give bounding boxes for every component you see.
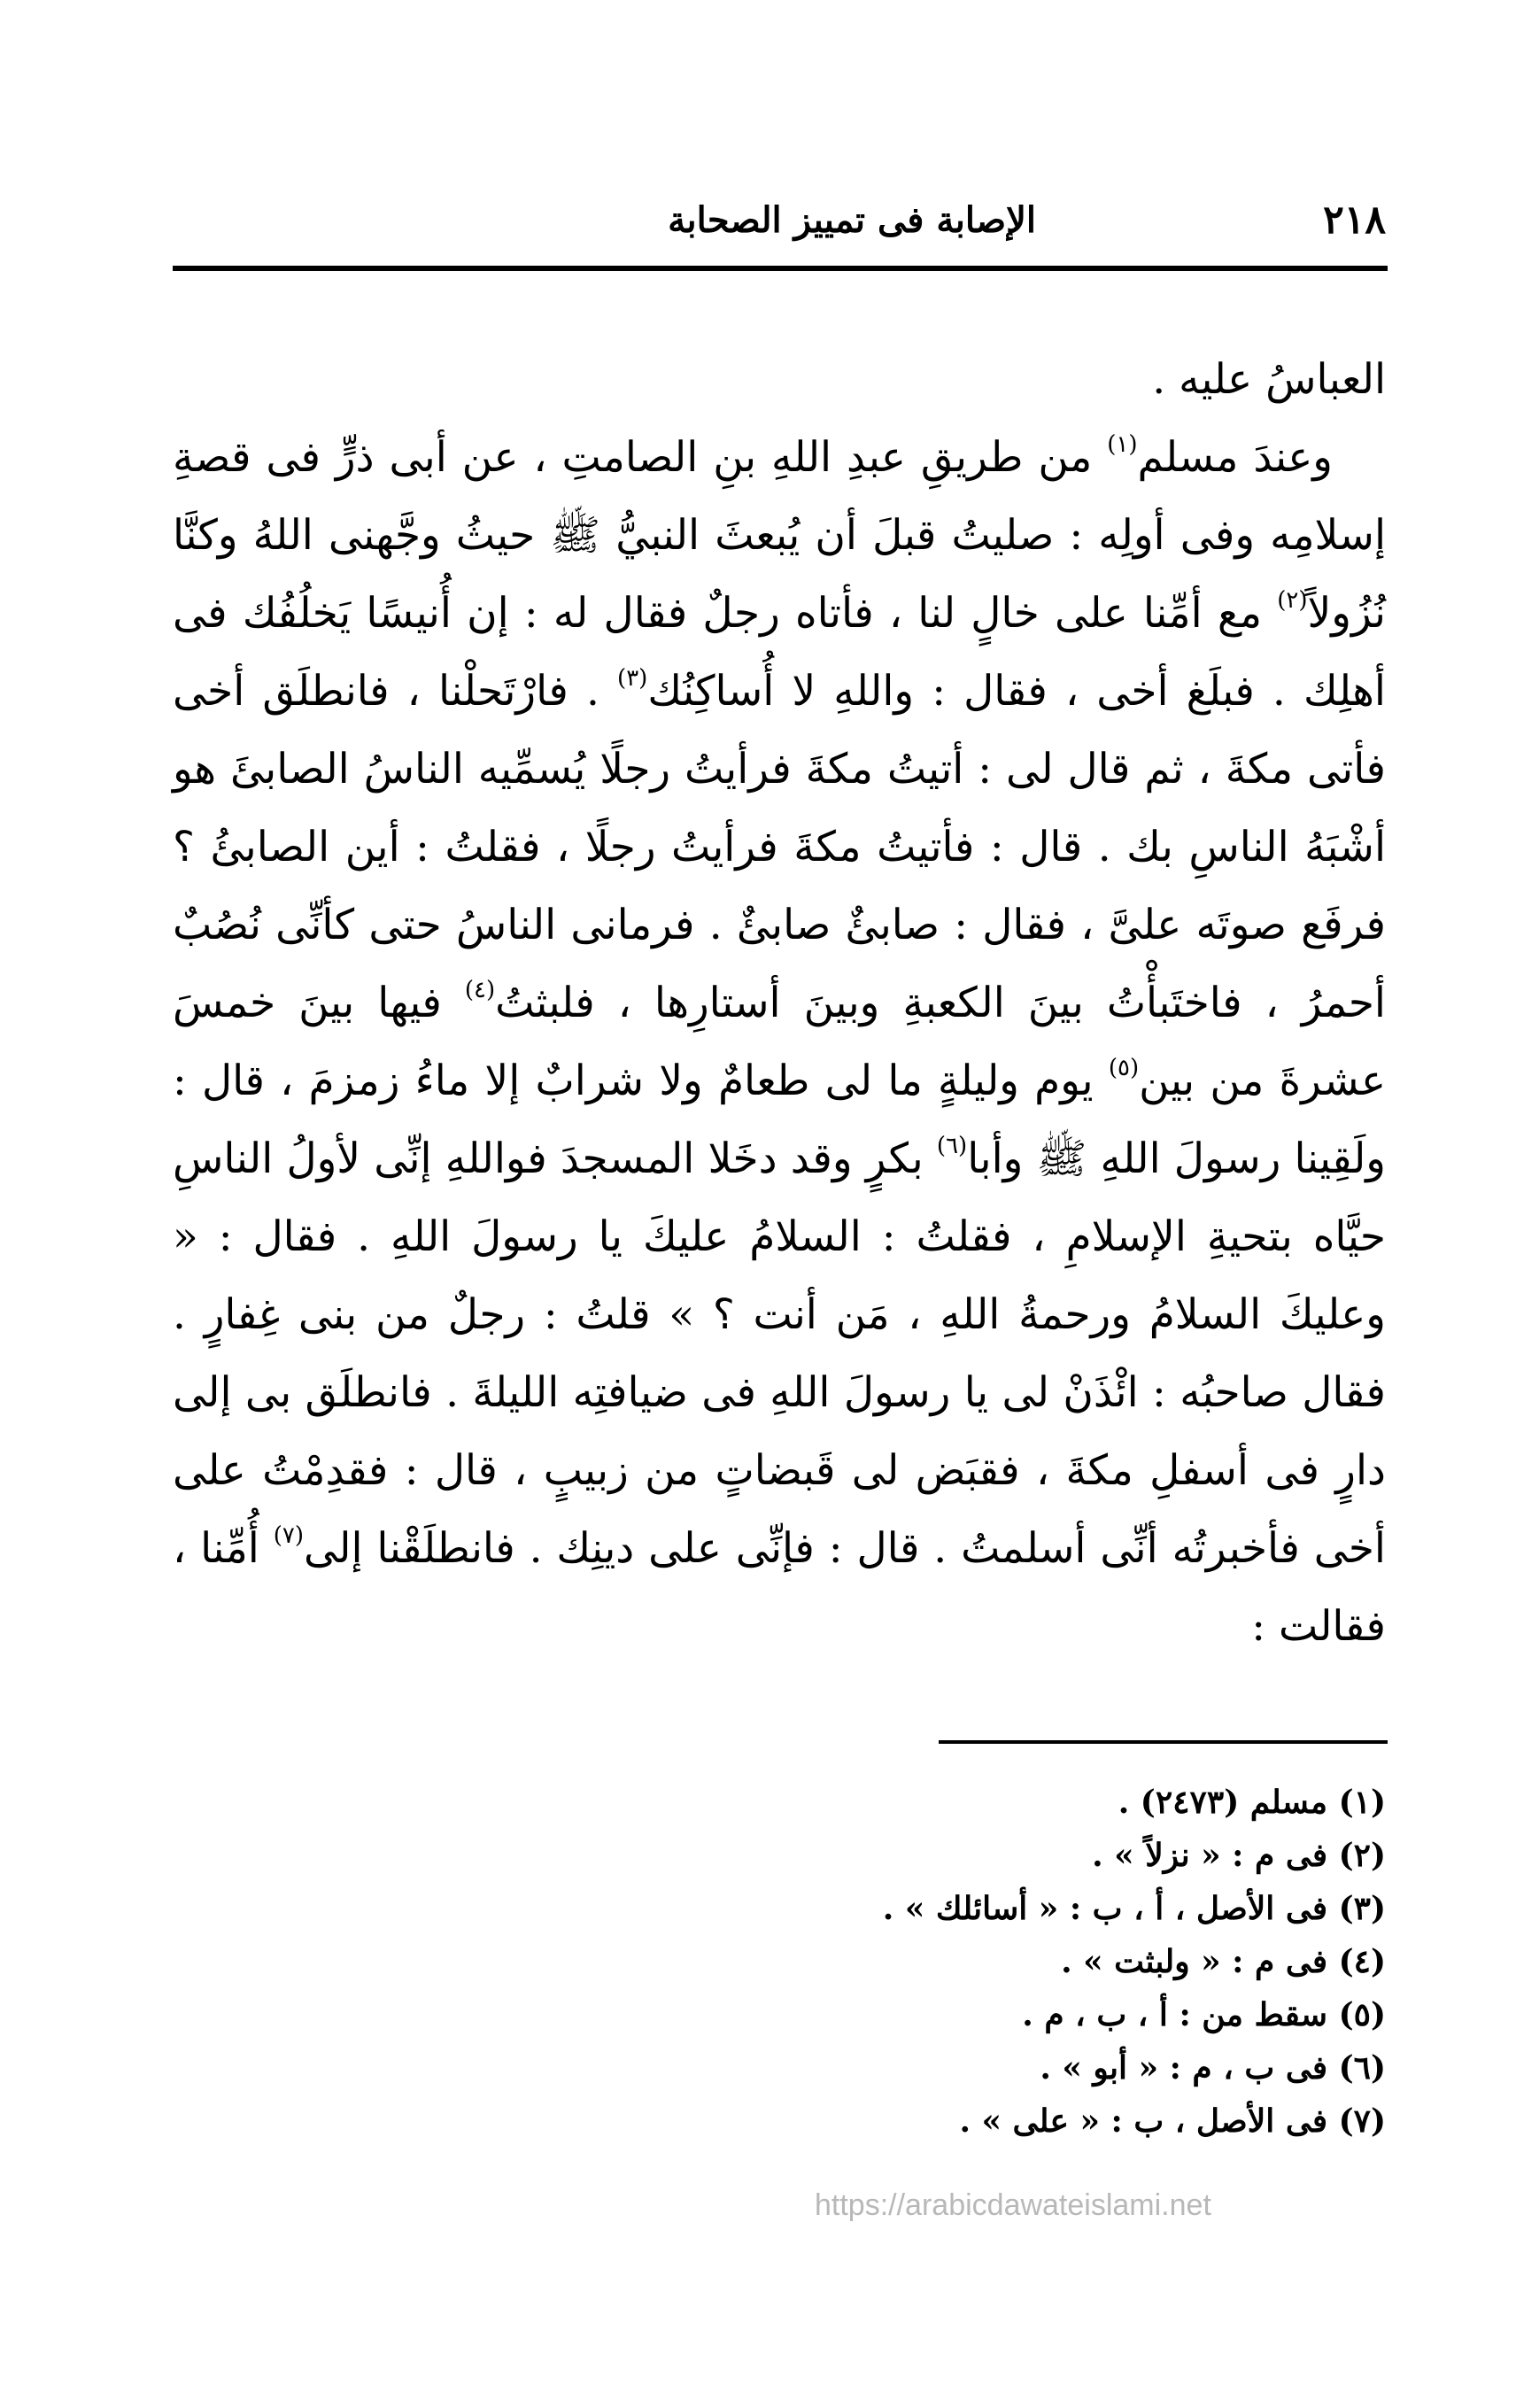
text-segment: مع أمِّنا على خالٍ لنا ، فأتاه رجلٌ فقال له : إن أُنيسًا يَخلُفُك فى أهلِك . فبلَغ أخى ، فقال : واللهِ لا أُساكِنُك (173, 589, 1386, 716)
footnote-ref-6: (٦) (936, 1133, 968, 1159)
text-segment: أُمِّنا ، فقالت : (173, 1524, 1386, 1651)
footnote-item: (٦) فى ب ، م : « أبو » . (1040, 2049, 1386, 2087)
footnote-ref-1: (١) (1107, 431, 1138, 458)
text-segment: فيها بينَ خمسَ عشرةَ من بين (173, 979, 1386, 1105)
footnote-item: (٣) فى الأصل ، أ ، ب : « أسائلك » . (882, 1890, 1386, 1927)
intro-line: العباسُ عليه . (1152, 355, 1386, 404)
running-title: الإصابة فى تمييز الصحابة (668, 199, 1036, 241)
footnote-item: (٧) فى الأصل ، ب : « على » . (959, 2102, 1386, 2140)
footnote-ref-5: (٥) (1108, 1055, 1140, 1081)
footnote-ref-4: (٤) (464, 977, 496, 1003)
header-rule (173, 266, 1388, 271)
main-paragraph (173, 419, 1386, 1666)
main-text (173, 341, 1386, 1666)
watermark-url: https://arabicdawateislami.net (815, 2188, 1211, 2222)
page-header (173, 193, 1386, 248)
text-segment: . فارْتَحلْنا ، فانطلَق أخى فأتى مكةَ ، ثم قال لى : أتيتُ مكةَ فرأيتُ رجلًا يُسمِّيه الناسُ الصابئَ هو أشْبَهُ الناسِ بك . قال : فأتيتُ مكةَ فرأيتُ رجلًا ، فقلتُ : أين الصابئُ ؟ فرفَع صوتَه علىَّ ، فقال : صابئٌ صابئٌ . فرمانى الناسُ حتى كأنِّى نُصُبٌ أحمرُ ، فاختَبأْتُ بينَ الكعبةِ وبينَ أستارِها ، فلبثتُ (173, 667, 1386, 1027)
footnote-item: (٤) فى م : « ولبثت » . (1061, 1943, 1386, 1980)
text-segment: يوم وليلةٍ ما لى طعامٌ ولا شرابٌ إلا ماءُ زمزمَ ، قال : ولَقِينا رسولَ اللهِ ﷺ وأبا (173, 1057, 1386, 1183)
footnote-ref-3: (٣) (617, 665, 648, 692)
footnote-rule (939, 1740, 1388, 1744)
footnote-item: (٥) سقط من : أ ، ب ، م . (1022, 1996, 1386, 2033)
text-segment: بكرٍ وقد دخَلا المسجدَ فواللهِ إنِّى لأولُ الناسِ حيَّاه بتحيةِ الإسلامِ ، فقلتُ : السلامُ عليكَ يا رسولَ اللهِ . فقال : « وعليكَ السلامُ ورحمةُ اللهِ ، مَن أنت ؟ » قلتُ : رجلٌ من بنى غِفارٍ . فقال صاحبُه : ائْذَنْ لى يا رسولَ اللهِ فى ضيافتِه الليلةَ . فانطلَق بى إلى دارٍ فى أسفلِ مكةَ ، فقبَض لى قَبضاتٍ من زبيبٍ ، قال : فقدِمْتُ على أخى فأخبرتُه أنِّى أسلمتُ . قال : فإنِّى على دينِك . فانطلَقْنا إلى (173, 1134, 1386, 1573)
text-segment: وعندَ مسلم (1137, 433, 1333, 482)
footnote-ref-7: (٧) (273, 1522, 304, 1549)
page-number: ٢١٨ (1323, 197, 1386, 243)
footnote-item: (٢) فى م : « نزلاً » . (1092, 1837, 1386, 1874)
footnotes-list (173, 1776, 1386, 2148)
footnote-ref-2: (٢) (1277, 587, 1308, 614)
footnote-item: (١) مسلم (٢٤٧٣) . (1118, 1784, 1386, 1821)
text-segment: من طريقِ عبدِ اللهِ بنِ الصامتِ ، عن أبى ذرٍّ فى قصةِ إسلامِه وفى أولِه : صليتُ قبلَ أن يُبعثَ النبيُّ ﷺ حيثُ وجَّهنى اللهُ وكنَّا نُزُولاً (173, 433, 1386, 638)
